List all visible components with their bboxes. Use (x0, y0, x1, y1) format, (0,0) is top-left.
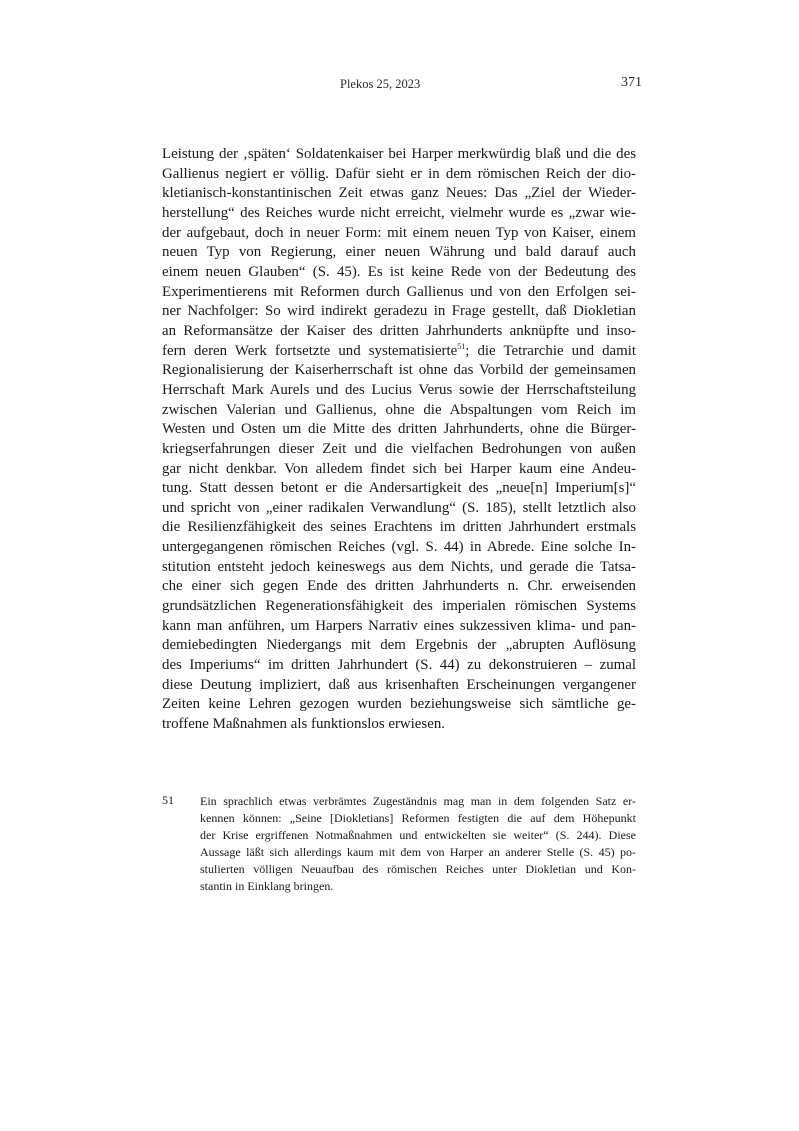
text-line: tung. Statt dessen betont er die Andersartigkeit des „neue[n] Imperium[s]“ (162, 480, 636, 497)
text-line: und spricht von „einer radikalen Verwandlung“ (S. 185), stellt letztlich also (162, 499, 636, 516)
text-line: troffene Maßnahmen als funktionslos erwiesen. (162, 716, 445, 733)
text-line: des Imperiums“ im dritten Jahrhundert (S. 44) zu dekonstruieren – zumal (162, 657, 636, 674)
footnote-line: stulierten völligen Neuaufbau des römischen Reiches unter Diokletian und Kon- (200, 862, 636, 876)
text-line: kriegserfahrungen dieser Zeit und die vielfachen Bedrohungen von außen (162, 440, 636, 457)
text-line: Zeiten keine Lehren gezogen wurden beziehungsweise sich sämtliche ge- (162, 696, 636, 713)
footnote-text (200, 793, 636, 895)
text-line: kletianisch-konstantinischen Zeit etwas ganz Neues: Das „Ziel der Wieder- (162, 185, 636, 202)
text-line: Leistung der ‚späten‘ Soldatenkaiser bei Harper merkwürdig blaß und die des (162, 146, 636, 162)
footnote-line: der Krise ergriffenen Notmaßnahmen und entwickelten sie weiter“ (S. 244). Diese (200, 828, 636, 842)
text-fragment: fern deren Werk fortsetzte und systematisierte (162, 342, 458, 359)
text-line-with-footnote-ref (162, 342, 636, 362)
text-line: neuen Typ von Regierung, einer neuen Währung und bald darauf auch (162, 244, 636, 261)
footnote-line: stantin in Einklang bringen. (200, 879, 334, 893)
footnote-reference[interactable]: 51 (457, 341, 466, 351)
text-line: einem neuen Glauben“ (S. 45). Es ist keine Rede von der Bedeutung des (162, 263, 636, 280)
text-line: che einer sich gegen Ende des dritten Jahrhunderts n. Chr. erweisenden (162, 578, 636, 595)
footnote-line: Ein sprachlich etwas verbrämtes Zugeständnis mag man in dem folgenden Satz er- (200, 794, 636, 808)
text-line: die Resilienzfähigkeit des seines Erachtens im dritten Jahrhundert erstmals (162, 519, 636, 536)
text-line: gar nicht denkbar. Von alledem findet sich bei Harper kaum eine Andeu- (162, 460, 636, 477)
text-line: zwischen Valerian und Gallienus, ohne die Abspaltungen vom Reich im (162, 401, 636, 418)
footnote-number: 51 (162, 793, 174, 807)
footnote-line: Aussage läßt sich allerdings kaum mit dem von Harper an anderer Stelle (S. 45) po- (200, 845, 636, 859)
text-line: herstellung“ des Reiches wurde nicht erreicht, vielmehr wurde es „zwar wie- (162, 204, 636, 221)
text-line: Gallienus negiert er völlig. Dafür sieht er in dem römischen Reich der dio- (162, 165, 636, 182)
text-line: untergegangenen römischen Reiches (vgl. S. 44) in Abrede. Eine solche In- (162, 539, 636, 556)
running-header-journal: Plekos 25, 2023 (340, 77, 421, 91)
text-line: ner Nachfolger: So wird indirekt geradezu in Frage gestellt, daß Diokletian (162, 303, 636, 320)
text-line: demiebedingten Niedergangs mit dem Ergebnis der „abrupten Auflösung (162, 637, 636, 654)
page-number: 371 (621, 75, 642, 90)
text-line: Experimentierens mit Reformen durch Gallienus und von den Erfolgen sei- (162, 283, 636, 300)
text-line: stitution entsteht jedoch keineswegs aus dem Nichts, und gerade die Tatsa- (162, 558, 636, 575)
text-line: Herrschaft Mark Aurels und des Lucius Verus sowie der Herrschaftsteilung (162, 381, 636, 398)
text-line: Regionalisierung der Kaiserherrschaft ist ohne das Vorbild der gemeinsamen (162, 362, 636, 379)
footnote-line: kennen können: „Seine [Diokletians] Reformen festigten die auf dem Höhepunkt (200, 811, 636, 825)
text-line: diese Deutung impliziert, daß aus krisenhaften Erscheinungen vergangener (162, 676, 636, 693)
text-fragment: ; die Tetrarchie und damit (465, 342, 637, 359)
text-line: grundsätzlichen Regenerationsfähigkeit des imperialen römischen Systems (162, 598, 636, 615)
text-line: an Reformansätze der Kaiser des dritten Jahrhunderts anknüpfte und inso- (162, 322, 636, 339)
main-text (162, 145, 636, 735)
text-line: Westen und Osten um die Mitte des dritten Jahrhunderts, ohne die Bürger- (162, 421, 636, 438)
text-line: kann man anführen, um Harpers Narrativ eines sukzessiven klima- und pan- (162, 617, 636, 634)
text-line: der aufgebaut, doch in neuer Form: mit einem neuen Typ von Kaiser, einem (162, 224, 636, 241)
